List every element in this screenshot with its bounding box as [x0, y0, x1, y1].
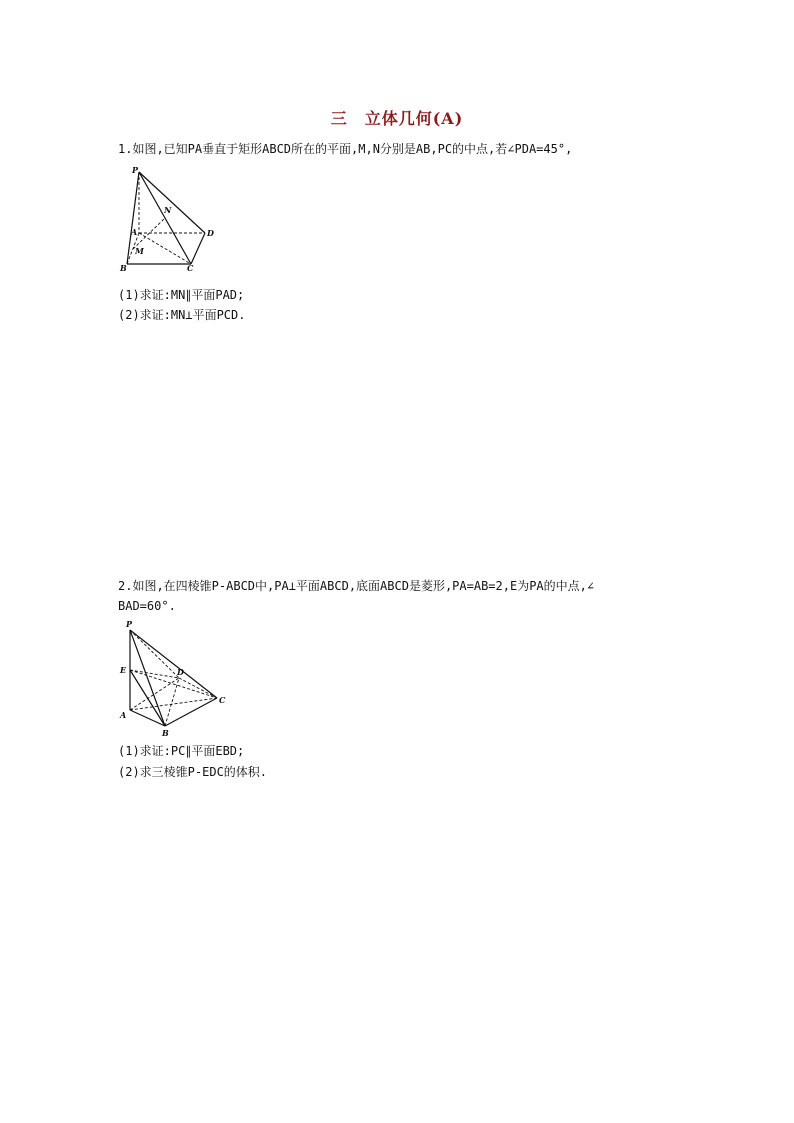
problem1-part1: (1)求证:MN∥平面PAD;	[118, 288, 245, 302]
edge-pc	[130, 630, 217, 698]
label-e: E	[120, 665, 127, 675]
problem1-figure	[115, 165, 215, 275]
problem2-part2: (2)求三棱锥P-EDC的体积.	[118, 765, 268, 779]
label-a: A	[131, 227, 138, 237]
label-n: N	[164, 205, 172, 215]
edge-ed	[130, 670, 179, 678]
label-b: B	[120, 263, 127, 273]
label-d: D	[177, 667, 184, 677]
edge-cd	[191, 233, 205, 264]
label-a: A	[120, 710, 127, 720]
edge-ac	[139, 233, 191, 264]
problem2-figure	[115, 618, 235, 738]
label-c: C	[219, 695, 226, 705]
label-m: M	[135, 246, 144, 256]
problem2-statement-line2: BAD=60°.	[118, 599, 176, 613]
label-p: P	[126, 619, 133, 629]
label-p: P	[132, 165, 139, 175]
problem1-statement: 1.如图,已知PA垂直于矩形ABCD所在的平面,M,N分别是AB,PC的中点,若∠PDA=45°,	[118, 142, 573, 156]
label-c: C	[187, 263, 194, 273]
edge-bd	[165, 678, 179, 726]
label-d: D	[207, 228, 214, 238]
problem1-part2: (2)求证:MN⊥平面PCD.	[118, 308, 246, 322]
edge-bc	[165, 698, 217, 726]
segment-mn	[133, 218, 165, 249]
edge-pd	[139, 172, 205, 233]
problem2-part1: (1)求证:PC∥平面EBD;	[118, 744, 245, 758]
page-title: 三 立体几何(A)	[330, 109, 464, 128]
edge-ec	[130, 670, 217, 698]
problem2-statement-line1: 2.如图,在四棱锥P-ABCD中,PA⊥平面ABCD,底面ABCD是菱形,PA=AB=2,E为PA的中点,∠	[118, 579, 595, 593]
edge-ac	[130, 698, 217, 710]
label-b: B	[162, 728, 169, 738]
